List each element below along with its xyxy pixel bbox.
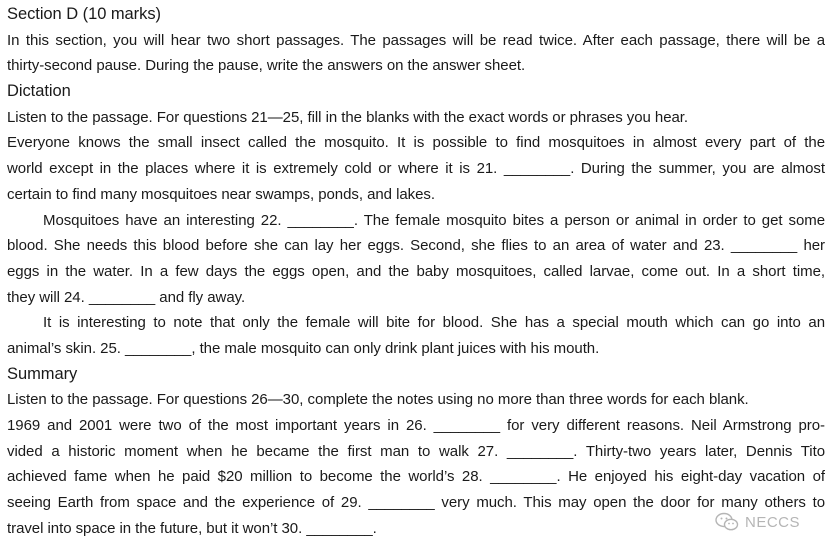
summary-heading: Summary <box>7 364 78 383</box>
dictation-line: certain to find many mosquitoes near swamps, ponds, and lakes. <box>7 185 435 203</box>
section-title: Section D (10 marks) <box>7 5 161 23</box>
dictation-line: It is interesting to note that only the female will bite for blood. She has a special mouth which can go into an <box>43 314 825 332</box>
summary-line: 1969 and 2001 were two of the most important years in 26. ________ for very different reasons. Neil Armstrong pro- <box>7 417 825 434</box>
section-intro-line: thirty-second pause. During the pause, write the answers on the answer sheet. <box>7 57 526 75</box>
summary-line: travel into space in the future, but it won’t 30. ________. <box>7 519 377 537</box>
dictation-line: animal’s skin. 25. ________, the male mosquito can only drink plant juices with his mouth. <box>7 339 600 357</box>
dictation-line: Mosquitoes have an interesting 22. ________. The female mosquito bites a person or animal in order to get some <box>43 211 825 229</box>
dictation-line: Everyone knows the small insect called the mosquito. It is possible to find mosquitoes in almost every part of the <box>7 134 825 152</box>
dictation-line: they will 24. ________ and fly away. <box>7 288 246 306</box>
summary-line: achieved fame when he paid $20 million to become the world’s 28. ________. He enjoyed his eight-day vacation of <box>7 468 825 486</box>
neccs-watermark <box>715 512 800 532</box>
summary-instruction: Listen to the passage. For questions 26—30, complete the notes using no more than three words for each blank. <box>7 391 749 409</box>
watermark-text: NECCS <box>744 513 800 531</box>
wechat-icon <box>715 512 739 532</box>
dictation-instruction: Listen to the passage. For questions 21—25, fill in the blanks with the exact words or phrases you hear. <box>7 108 689 126</box>
section-intro-line: In this section, you will hear two short passages. The passages will be read twice. After each passage, there will be a <box>7 31 825 49</box>
dictation-heading: Dictation <box>7 82 71 101</box>
dictation-line: blood. She needs this blood before she can lay her eggs. Second, she flies to an area of water and 23. ________ her <box>7 237 825 255</box>
exam-page <box>7 2 825 541</box>
summary-line: vided a historic moment when he became the first man to walk 27. ________. Thirty-two years later, Dennis Tito <box>7 442 825 460</box>
summary-line: seeing Earth from space and the experience of 29. ________ very much. This may open the door for many others to <box>7 494 825 512</box>
dictation-line: world except in the places where it is extremely cold or where it is 21. ________. During the summer, you are almost <box>7 160 825 178</box>
dictation-line: eggs in the water. In a few days the eggs open, and the baby mosquitoes, called larvae, come out. In a short time, <box>7 262 825 280</box>
